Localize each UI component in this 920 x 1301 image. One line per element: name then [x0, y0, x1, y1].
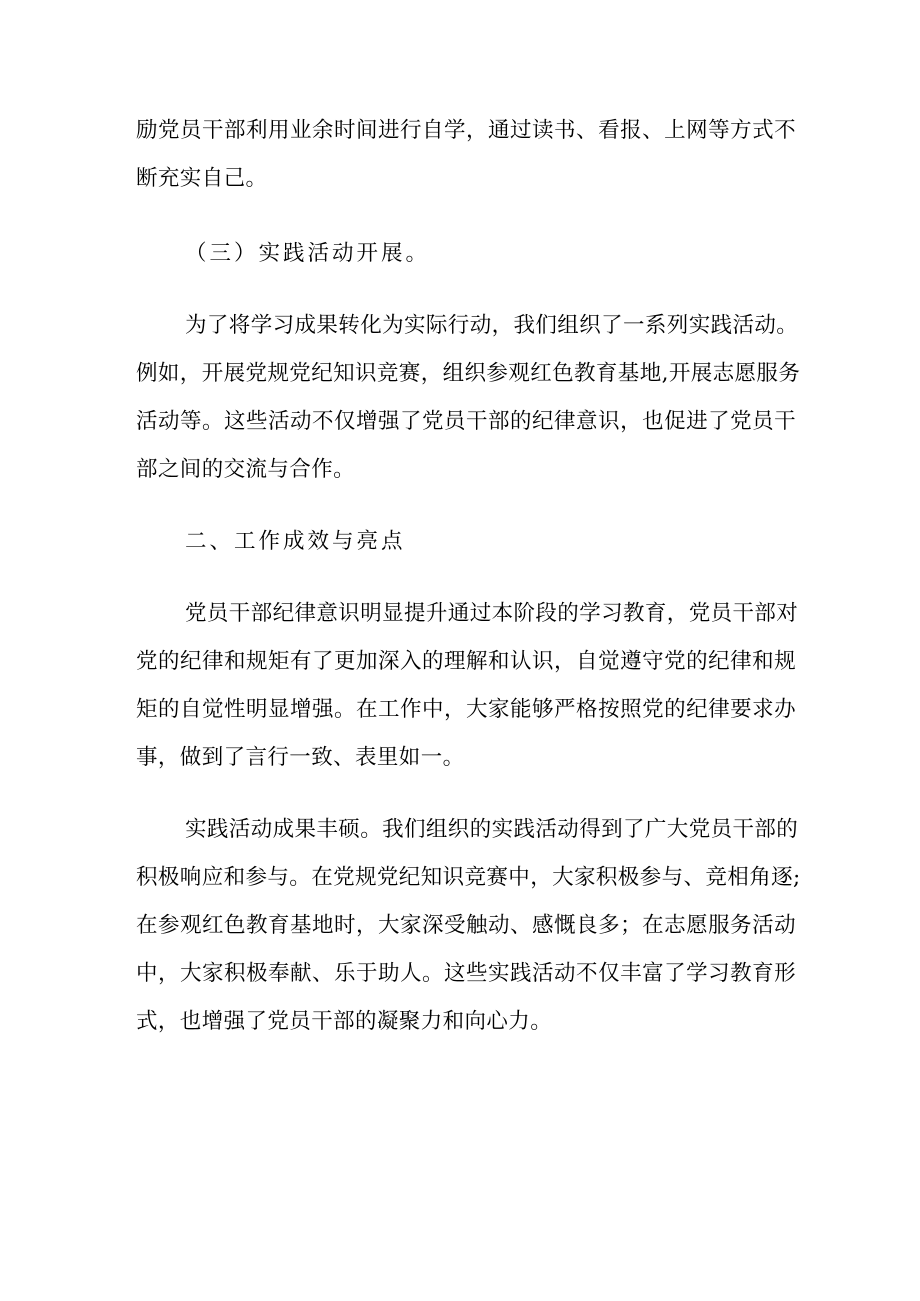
section-heading-2: 二、工作成效与亮点 [185, 529, 406, 554]
paragraph-line: 中，大家积极奉献、乐于助人。这些实践活动不仅丰富了学习教育形 [136, 961, 796, 986]
section-heading-3: （三）实践活动开展。 [185, 241, 431, 266]
paragraph-line: 为了将学习成果转化为实际行动，我们组织了一系列实践活动。 [185, 313, 799, 338]
paragraph-line: 断充实自己。 [136, 166, 268, 191]
paragraph-line: 部之间的交流与合作。 [136, 457, 356, 482]
paragraph-line: 励党员干部利用业余时间进行自学，通过读书、看报、上网等方式不 [136, 118, 796, 143]
paragraph-line: 实践活动成果丰硕。我们组织的实践活动得到了广大党员干部的 [185, 817, 799, 842]
paragraph-line: 式，也增强了党员干部的凝聚力和向心力。 [136, 1009, 553, 1034]
paragraph-line: 活动等。这些活动不仅增强了党员干部的纪律意识，也促进了党员干 [136, 409, 796, 434]
paragraph-line: 在参观红色教育基地时，大家深受触动、感慨良多；在志愿服务活动 [136, 913, 796, 938]
paragraph-line: 党员干部纪律意识明显提升通过本阶段的学习教育，党员干部对 [185, 601, 799, 626]
paragraph-line: 例如，开展党规党纪知识竞赛，组织参观红色教育基地,开展志愿服务 [136, 361, 801, 386]
paragraph-line: 积极响应和参与。在党规党纪知识竞赛中，大家积极参与、竞相角逐; [136, 865, 801, 890]
paragraph-line: 党的纪律和规矩有了更加深入的理解和认识，自觉遵守党的纪律和规 [136, 649, 796, 674]
paragraph-line: 矩的自觉性明显增强。在工作中，大家能够严格按照党的纪律要求办 [136, 697, 796, 722]
paragraph-line: 事，做到了言行一致、表里如一。 [136, 745, 465, 770]
